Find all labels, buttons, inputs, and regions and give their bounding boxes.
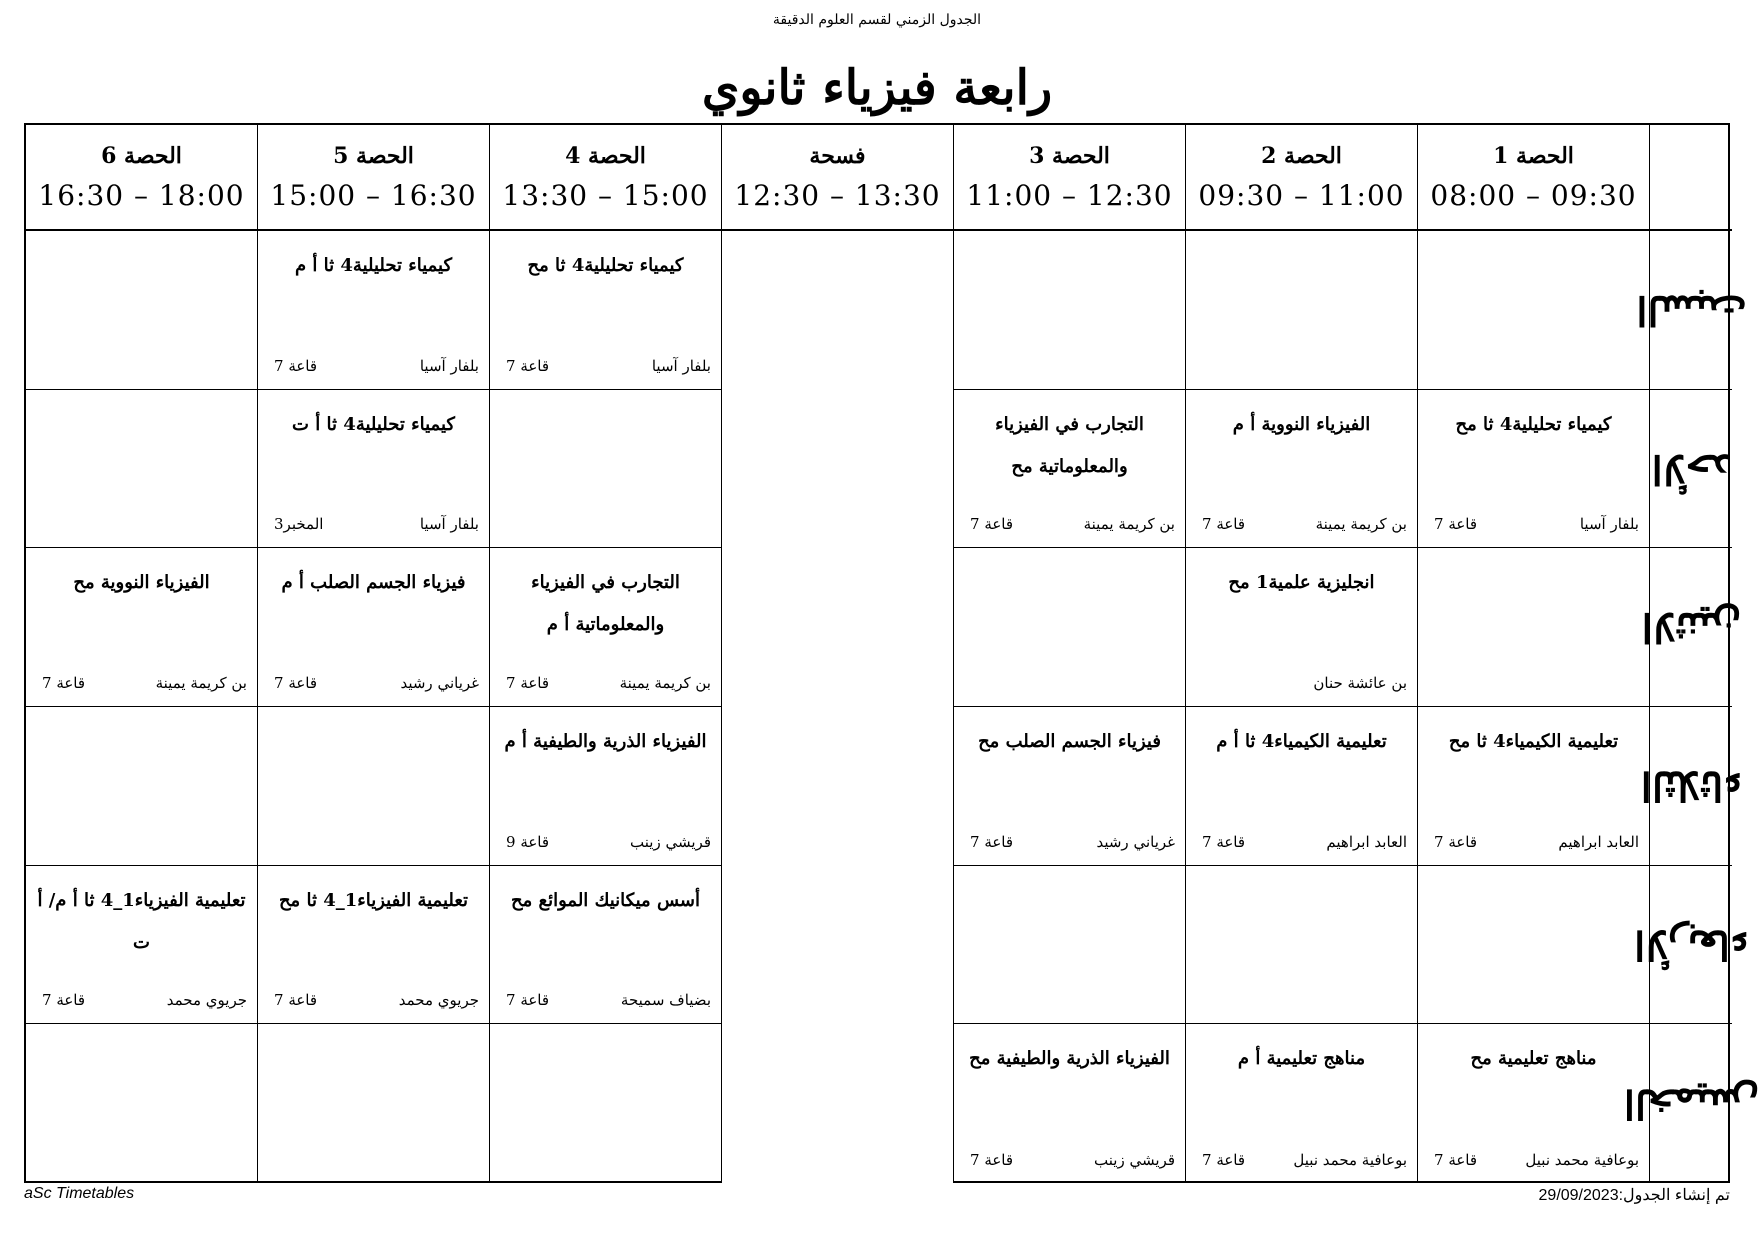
lesson-cell: [1418, 866, 1650, 1025]
lesson-subject: أسس ميكانيك الموائع مح: [511, 889, 700, 911]
period-header-content: [954, 125, 1185, 229]
lesson-cell: [258, 1024, 490, 1183]
lesson-room: المخبر3: [274, 515, 324, 534]
lesson-subject: انجليزية علمية1 مح: [1228, 572, 1375, 594]
day-label-cell: [1641, 548, 1741, 707]
lesson-cell: [1418, 390, 1650, 549]
lesson-cell: [954, 231, 1186, 390]
lesson-room: قاعة 7: [1202, 832, 1246, 851]
period-header: [722, 125, 954, 231]
lesson-teacher: بن كريمة يمينة: [155, 673, 247, 692]
lesson-cell: [1418, 707, 1650, 866]
lesson-subject: الفيزياء النووية مح: [73, 572, 210, 594]
period-header: [954, 125, 1186, 231]
lesson-room: قاعة 7: [970, 832, 1014, 851]
lesson-room: قاعة 7: [42, 991, 86, 1010]
corner-cell: [1650, 125, 1732, 231]
lesson-room: قاعة 7: [42, 673, 86, 692]
lesson-subject: التجارب في الفيزياء والمعلوماتية مح: [995, 413, 1144, 477]
lesson-subject: كيمياء تحليلية4 ثا مح: [527, 255, 684, 276]
lesson-cell: [490, 866, 722, 1025]
lesson-teacher: بلفار آسيا: [419, 515, 479, 534]
period-header-content: [1418, 125, 1649, 229]
timetable-grid: [24, 123, 1759, 1183]
period-name: الحصة 1: [1493, 142, 1574, 169]
day-label-wrap: [1635, 231, 1747, 389]
footer-brand: aSc Timetables: [24, 1185, 135, 1202]
lesson-cell: [258, 707, 490, 866]
lesson-cell: [954, 866, 1186, 1025]
page-title: رابعة فيزياء ثانوي: [701, 60, 1053, 116]
period-name: الحصة 3: [1029, 142, 1110, 169]
day-label-cell: [1635, 231, 1747, 390]
day-label-wrap: [1641, 548, 1741, 706]
lesson-cell: [490, 707, 722, 866]
lesson-teacher: بضياف سميحة: [620, 991, 711, 1010]
period-header: [1418, 125, 1650, 231]
lesson-cell: [1418, 1024, 1650, 1183]
lesson-teacher: بوعافية محمد نبيل: [1293, 1150, 1407, 1169]
lesson-room: قاعة 7: [274, 673, 318, 692]
lesson-teacher: قريشي زينب: [1094, 1150, 1175, 1169]
lesson-cell: [1186, 707, 1418, 866]
lesson-subject: فيزياء الجسم الصلب أ م: [281, 572, 466, 594]
lesson-cell: [954, 1024, 1186, 1183]
footer-created-date: تم إنشاء الجدول:29/09/2023: [1538, 1187, 1730, 1204]
day-label: السبت: [1635, 286, 1747, 334]
day-label: الأربعاء: [1633, 920, 1749, 968]
lesson-subject: كيمياء تحليلية4 ثا مح: [1455, 413, 1612, 435]
period-time: 08:00 – 09:30: [1430, 178, 1637, 212]
day-label-wrap: [1650, 390, 1732, 548]
period-name: فسحة: [809, 142, 866, 169]
period-header-content: [258, 125, 489, 229]
period-header-content: [490, 125, 721, 229]
lesson-room: قاعة 7: [970, 515, 1014, 534]
lesson-room: قاعة 9: [506, 832, 550, 851]
lesson-room: قاعة 7: [970, 1150, 1014, 1169]
lesson-teacher: بوعافية محمد نبيل: [1525, 1150, 1639, 1169]
page-caption: الجدول الزمني لقسم العلوم الدقيقة: [772, 12, 982, 28]
lesson-teacher: بن كريمة يمينة: [1083, 515, 1175, 534]
lesson-teacher: بلفار آسيا: [419, 356, 479, 375]
period-time: 13:30 – 15:00: [502, 178, 709, 212]
lesson-teacher: العابد ابراهيم: [1326, 832, 1407, 851]
lesson-cell: [258, 548, 490, 707]
lesson-cell: [1418, 548, 1650, 707]
lesson-cell: [490, 390, 722, 549]
lesson-teacher: بن عائشة حنان: [1313, 673, 1407, 692]
lesson-cell: [258, 390, 490, 549]
lesson-subject: مناهج تعليمية مح: [1470, 1048, 1597, 1070]
day-label: الثلاثاء: [1640, 762, 1742, 810]
lesson-cell: [954, 390, 1186, 549]
lesson-teacher: بن كريمة يمينة: [619, 673, 711, 692]
lesson-cell: [258, 866, 490, 1025]
day-label-wrap: [1623, 1024, 1759, 1183]
lesson-subject: تعليمية الكيمياء4 ثا أ م: [1216, 730, 1387, 752]
lesson-teacher: بلفار آسيا: [651, 356, 711, 375]
period-name: الحصة 2: [1261, 142, 1342, 169]
lesson-cell: [1418, 231, 1650, 390]
lesson-subject: تعليمية الفيزياء1_4 ثا مح: [278, 889, 469, 911]
period-time: 11:00 – 12:30: [966, 178, 1173, 212]
lesson-room: قاعة 7: [1434, 1150, 1478, 1169]
lesson-subject: تعليمية الكيمياء4 ثا مح: [1448, 730, 1619, 752]
period-time: 16:30 – 18:00: [38, 178, 245, 212]
lesson-subject: تعليمية الفيزياء1_4 ثا أ م/ أ ت: [37, 889, 246, 953]
period-header: [490, 125, 722, 231]
lesson-room: قاعة 7: [274, 356, 318, 375]
period-header-content: [722, 125, 953, 229]
lesson-subject: مناهج تعليمية أ م: [1237, 1048, 1366, 1070]
lesson-cell: [954, 548, 1186, 707]
lesson-cell: [1186, 866, 1418, 1025]
day-label-cell: [1623, 1024, 1759, 1183]
lesson-teacher: العابد ابراهيم: [1558, 832, 1639, 851]
period-name: الحصة 5: [333, 142, 414, 169]
lesson-teacher: غرياني رشيد: [400, 673, 479, 692]
lesson-cell: [258, 231, 490, 390]
period-time: 09:30 – 11:00: [1198, 178, 1405, 212]
day-label: الاثنين: [1641, 603, 1741, 651]
day-label-wrap: [1640, 707, 1742, 865]
lesson-teacher: جريوي محمد: [398, 991, 479, 1010]
lesson-teacher: بن كريمة يمينة: [1315, 515, 1407, 534]
lesson-subject: فيزياء الجسم الصلب مح: [978, 730, 1161, 752]
period-time: 12:30 – 13:30: [734, 178, 941, 212]
lesson-room: قاعة 7: [1202, 515, 1246, 534]
lesson-cell: [490, 548, 722, 707]
lesson-room: قاعة 7: [506, 673, 550, 692]
lesson-cell: [26, 390, 258, 549]
day-label-cell: [1633, 866, 1749, 1025]
lesson-subject: الفيزياء النووية أ م: [1232, 413, 1371, 435]
lesson-subject: الفيزياء الذرية والطيفية أ م: [504, 730, 707, 752]
day-label-wrap: [1633, 866, 1749, 1024]
period-time: 15:00 – 16:30: [270, 178, 477, 212]
period-header-content: [1186, 125, 1417, 229]
lesson-cell: [490, 1024, 722, 1183]
lesson-room: قاعة 7: [1202, 1150, 1246, 1169]
lesson-room: قاعة 7: [1434, 832, 1478, 851]
day-label: الأحد: [1651, 444, 1731, 492]
period-name: الحصة 4: [565, 142, 646, 169]
lesson-room: قاعة 7: [506, 356, 550, 375]
lesson-subject: التجارب في الفيزياء والمعلوماتية أ م: [531, 572, 680, 636]
period-name: الحصة 6: [101, 142, 182, 169]
lesson-cell: [26, 548, 258, 707]
lesson-teacher: جريوي محمد: [166, 991, 247, 1010]
day-label: الخميس: [1623, 1080, 1759, 1128]
lesson-teacher: غرياني رشيد: [1096, 832, 1175, 851]
period-header: [1186, 125, 1418, 231]
period-header-content: [26, 125, 257, 229]
lesson-subject: كيمياء تحليلية4 ثا أ م: [294, 255, 453, 276]
lesson-cell: [1186, 231, 1418, 390]
lesson-subject: الفيزياء الذرية والطيفية مح: [969, 1048, 1170, 1070]
lesson-teacher: بلفار آسيا: [1579, 515, 1639, 534]
lesson-room: قاعة 7: [274, 991, 318, 1010]
break-column: [722, 231, 954, 1183]
lesson-subject: كيمياء تحليلية4 ثا أ ت: [292, 413, 455, 435]
lesson-cell: [1186, 1024, 1418, 1183]
lesson-cell: [1186, 390, 1418, 549]
lesson-cell: [26, 1024, 258, 1183]
period-header: [26, 125, 258, 231]
lesson-teacher: قريشي زينب: [630, 832, 711, 851]
lesson-room: قاعة 7: [506, 991, 550, 1010]
lesson-cell: [1186, 548, 1418, 707]
lesson-cell: [954, 707, 1186, 866]
period-header: [258, 125, 490, 231]
lesson-cell: [490, 231, 722, 390]
day-label-cell: [1640, 707, 1742, 866]
lesson-cell: [26, 707, 258, 866]
lesson-cell: [26, 866, 258, 1025]
day-label-cell: [1650, 390, 1732, 549]
lesson-room: قاعة 7: [1434, 515, 1478, 534]
lesson-cell: [26, 231, 258, 390]
